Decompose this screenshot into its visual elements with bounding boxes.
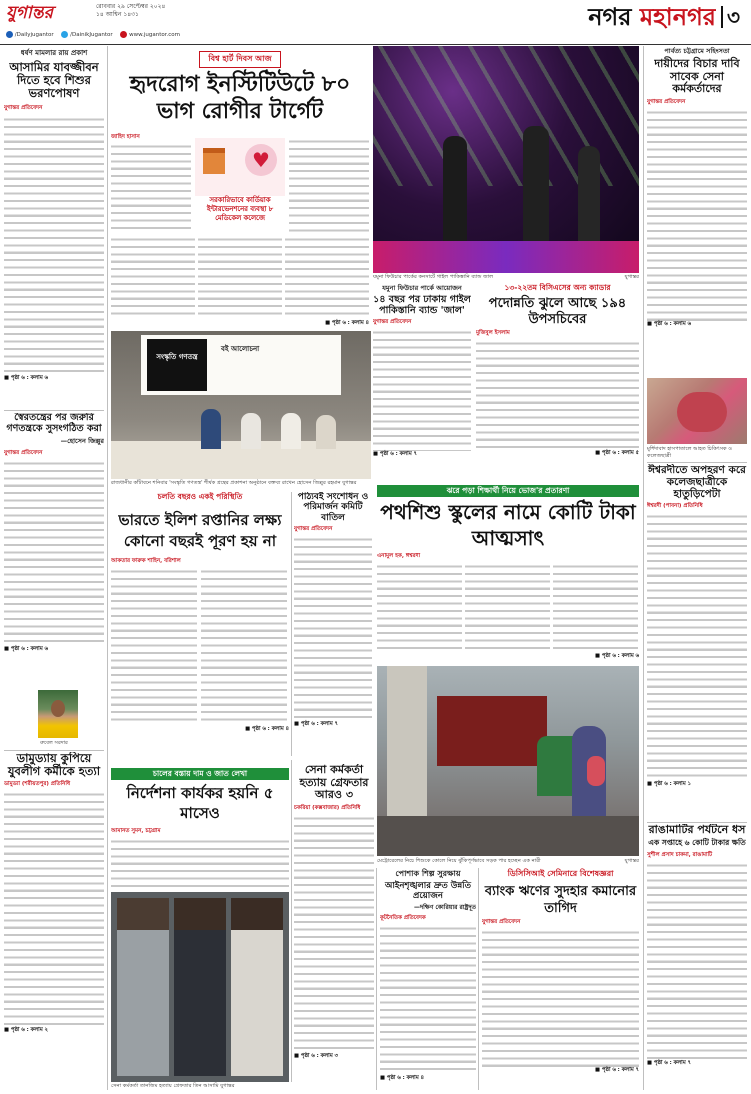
story-subhead: —হোসেন জিল্লুর [60,436,104,445]
rice-body [111,828,289,890]
story-body [111,838,289,890]
story-byline: ডামুড্যা (শরীয়তপুর) প্রতিনিধি [4,781,71,788]
continued-label: ■ পৃষ্ঠা ৬ : কলাম ৬ [647,320,691,327]
twitter-link[interactable]: /DainikJugantor [70,32,113,38]
story-byline: যুগান্তর প্রতিবেদন [482,919,521,925]
story-kicker: পার্বত্য চট্টগ্রামে সহিংসতা [664,47,730,55]
date-gregorian: রোববার ২৯ সেপ্টেম্বর ২০২৪ [96,3,166,10]
continued-label: ■ পৃষ্ঠা ৬ : কলাম ৭ [647,1059,691,1066]
story-body [380,925,476,1075]
social-bar [6,30,296,40]
continued-label: ■ পৃষ্ঠা ৬ : কলাম ৪ [325,320,369,326]
story-rule [4,750,104,751]
col1-story1 [4,46,104,421]
story-subhead: এক সপ্তাহে ৬ কোটি টাকার ক্ষতি [648,837,746,847]
col1-story2 [4,413,104,683]
photo-credit: যুগান্তর [624,274,639,280]
story-kicker: ১৩-২২তম বিসিএসের অন্য ক্যাডার [504,283,611,292]
concert-photo [373,46,639,273]
column-separator [291,760,292,1082]
continued-label: ■ পৃষ্ঠা ৬ : কলাম ৬ [4,374,48,381]
patient-figure [677,392,727,432]
continued-label: ■ পৃষ্ঠা ৬ : কলাম ৩ [294,1052,338,1059]
traffic-caption [377,858,639,865]
twitter-icon [61,31,68,38]
story-kicker: ডিসিসিআই সেমিনারে বিশেষজ্ঞরা [507,869,614,878]
story-body [4,460,104,646]
story-headline: সেনা কর্মকর্তা হত্যায় গ্রেফতার আরও ৩ [299,764,369,802]
story-headline: পদোন্নতি ঝুলে আছে ১৯৪ উপসচিবের [488,296,627,327]
story-kicker: পোশাক শিল্প সুরক্ষায় [395,869,461,878]
traffic-photo [377,666,639,856]
person-head [51,700,65,717]
story-body [647,109,747,321]
section-title [468,2,716,32]
textbook-story [294,492,372,756]
story-body [373,329,471,451]
caption-text: মেট্রোরেলের নিচে শিশুকে কোলে নিয়ে ঝুঁকিপূর্ণভাবে সড়ক পার হচ্ছেন এক নারী [377,858,541,864]
road [377,816,639,856]
performer-figure [578,146,600,246]
arrest-photo [111,892,289,1082]
bcs-story [476,283,639,483]
hospital-photo [647,378,747,444]
story-body [482,929,639,1067]
date-line [96,3,246,23]
story-body [294,815,374,1053]
continued-label: ■ পৃষ্ঠা ৬ : কলাম ২ [4,1027,48,1034]
story-byline: আমানত সুমন, চট্টগ্রাম [111,828,161,834]
portrait-photo [38,690,78,738]
story-body [377,563,639,653]
lead-body-right [289,138,369,234]
right-story2 [647,464,747,794]
hospital-caption: মুর্শিদাবাদ হাসপাতালে আহত চিকিৎসক ও কলেজছাত্রী [647,446,733,459]
story-byline: আকতার ফারুক শাহিন, বরিশাল [111,558,181,564]
story-body [4,116,104,374]
suspect-figure-1 [117,898,169,1076]
story-body [647,513,747,781]
continued-label: ■ পৃষ্ঠা ৬ : কলাম ৪ [245,726,289,732]
bank-story [482,868,639,1090]
story-byline: মুজিবুল ইসলাম [476,330,510,336]
masthead [0,0,751,44]
caption-text: সেনা কর্মকর্তা তানজিম হত্যায় গ্রেফতার তিন আসামি [111,1083,219,1089]
column-separator [107,46,108,1090]
book-cover [147,339,207,391]
child-figure [587,756,605,786]
story-body [111,568,289,726]
story-byline: যুগান্তর প্রতিবেদন [4,449,43,456]
story-headline: ভারতে ইলিশ রপ্তানির লক্ষ্য কোনো বছরই পূরণ হয় না [118,511,282,550]
story-byline: যুগান্তর প্রতিবেদন [373,318,412,325]
story-byline: যুগান্তর প্রতিবেদন [4,104,43,111]
rice-headline: নির্দেশনা কার্যকর হয়নি ৫ মাসেও [126,784,274,822]
performer-figure [443,136,467,246]
story-body [294,536,372,721]
hospital-icon [203,148,225,174]
guest-figure [281,413,301,449]
garments-story [380,868,476,1090]
lead-story [111,46,369,331]
section-title-mohanogor: মহানগর [639,3,716,31]
story-subhead: —দক্ষিণ কোরিয়ার রাষ্ট্রদূত [413,903,476,911]
story-headline: পাঠ্যবই সংশোধন ও পরিমার্জন কমিটি বাতিল [297,492,369,523]
caption-text: রাজধানীর কাঁটাবনে শনিবার 'সংস্কৃতি গণতন্ত্র' শীর্ষক গ্রন্থের প্রকাশনা অনুষ্ঠানে বক্তব্য রাখেন হোসেন জিল্লুর রহমান [111,480,341,486]
column-separator [643,46,644,1090]
page-number: ৩ [727,5,741,29]
page-divider [721,6,723,28]
continued-label: ■ পৃষ্ঠা ৬ : কলাম ৭ [373,450,417,457]
army-story [294,764,374,1082]
story-byline: সুশীল প্রসাদ চাকমা, রাঙামাটি [647,851,713,858]
story-headline: ব্যাংক ঋণের সুদহার কমানোর তাগিদ [484,884,637,916]
lead-kicker: বিশ্ব হার্ট দিবস আজ [111,46,369,68]
story-headline: ১৪ বছর পর ঢাকায় গাইল পাকিস্তানি ব্যান্ড 'জাল' [373,294,471,316]
story-kicker: চলতি বছরও একই পরিস্থিতি [157,492,243,501]
photo-credit: যুগান্তর [624,858,639,864]
speaker-figure [201,409,221,449]
date-bengali: ১৪ আশ্বিন ১৪৩১ [96,11,139,18]
performer-figure [523,126,549,246]
globe-icon [120,31,127,38]
arrest-caption [111,1083,373,1090]
photo-credit: যুগান্তর [342,480,357,486]
column-separator [478,868,479,1090]
lead-headline: হৃদরোগ ইনস্টিটিউটে ৮০ ভাগ রোগীর টার্গেট [129,72,351,124]
facebook-link[interactable]: /Dailyjugantor [14,32,54,38]
column-separator [376,868,377,1090]
banner-title: বই আলোচনা [221,345,260,353]
lead-body-left [111,143,191,234]
masthead-rule [0,44,751,45]
guest-figure [241,413,261,449]
story-byline: চকরিয়া (কক্সবাজার) প্রতিনিধি [294,804,361,811]
lead-box-heading: সরকারিভাবে কার্ডিয়াক ইন্টারভেনশনের ব্যবস্থা ৮ মেডিকেল কলেজে [206,196,274,222]
caption-text: যমুনা ফিউচার পার্কের কনসার্টে গাইল পাকিস্তানি ব্যান্ড জাল [373,274,494,280]
school-body [377,553,639,663]
school-banner [377,485,639,497]
story-rule [647,822,747,823]
story-headline: আইনশৃঙ্খলার দ্রুত উন্নতি প্রয়োজন [385,881,471,901]
lead-body-bottom [111,236,369,320]
story-byline: যুগান্তর প্রতিবেদন [647,98,686,105]
book-title: সংস্কৃতি গণতন্ত্র [156,353,198,361]
continued-label: ■ পৃষ্ঠা ৬ : কলাম ৭ [294,721,338,728]
photo-credit: যুগান্তর [220,1083,235,1089]
stage-floor [373,241,639,273]
story-kicker: যমুনা ফিউচার পার্কে আয়োজন [382,284,462,292]
heart-icon: ♥ [245,144,277,176]
story-body [647,862,747,1060]
story-rule [647,462,747,463]
newspaper-logo: যুগান্তর [6,3,53,22]
story-kicker: ধর্ষণ মামলার রায় প্রকাশ [20,49,88,57]
heart-graphic [195,138,285,196]
story-byline: ঈশ্বরদী (পাবনা) প্রতিনিধি [647,503,703,510]
suspect-figure-3 [231,898,283,1076]
suspect-figure-2 [174,898,226,1076]
right-story1 [647,46,747,376]
continued-label: ■ পৃষ্ঠা ৬ : কলাম ৫ [595,450,639,456]
backdrop-banner [141,335,341,395]
story-headline: ঈশ্বরদীতে অপহরণ করে কলেজছাত্রীকে হাতুড়িপেটা [648,464,746,501]
story-headline: রাঙামাটির পর্যটনে ধস [648,824,746,836]
story-body [476,340,639,450]
story-byline: এনামুল হক, ঈশ্বরদী [377,553,421,559]
hilsa-story [111,492,289,752]
portrait-caption: রুবেল সরদার [40,740,68,746]
story-headline: আসামির যাবজ্জীবন দিতে হবে শিশুর ভরণপোষণ [9,60,99,101]
rice-banner [111,768,289,780]
story-body [4,791,104,1027]
banner-text: ঝরে পড়া শিক্ষার্থী নিয়ে ভোজ'র প্রতারণা [446,486,570,495]
story-byline: যুগান্তর প্রতিবেদন [294,526,333,533]
continued-label: ■ পৃষ্ঠা ৬ : কলাম ৬ [4,645,48,652]
story-headline: দায়ীদের বিচার দাবি সাবেক সেনা কর্মকর্তাদের [654,57,740,96]
story-headline: ডামুড্যায় কুপিয়ে যুবলীগ কর্মীকে হত্যা [7,752,101,779]
continued-label: ■ পৃষ্ঠা ৬ : কলাম ৬ [595,653,639,659]
concert-caption [373,274,639,281]
column-separator [291,492,292,756]
continued-label: ■ পৃষ্ঠা ৬ : কলাম ৭ [595,1067,639,1073]
concert-story [373,283,471,483]
col1-story3 [4,752,104,1092]
book-caption [111,480,371,487]
continued-label: ■ পৃষ্ঠা ৬ : কলাম ১ [647,781,691,788]
story-headline: স্বৈরতন্ত্রের পর জরুরি গণতন্ত্রকে সুসংগঠিত করা [6,413,102,434]
right-story3 [647,824,747,1092]
section-title-nogor: নগর [588,3,632,31]
bus [437,696,547,766]
story-rule [4,410,104,411]
story-byline: কূটনৈতিক প্রতিবেদক [380,914,426,921]
continued-label: ■ পৃষ্ঠা ৬ : কলাম ৪ [380,1074,424,1081]
lead-byline: জাহিদ হাসান [111,134,140,140]
facebook-icon [6,31,13,38]
website-link[interactable]: www.jugantor.com [129,32,180,38]
guest-figure [316,415,336,449]
book-launch-photo [111,331,371,479]
school-headline: পথশিশু স্কুলের নামে কোটি টাকা আত্মসাৎ [380,500,636,550]
banner-text: চালের বস্তায় দাম ও জাত লেখা [152,769,248,778]
